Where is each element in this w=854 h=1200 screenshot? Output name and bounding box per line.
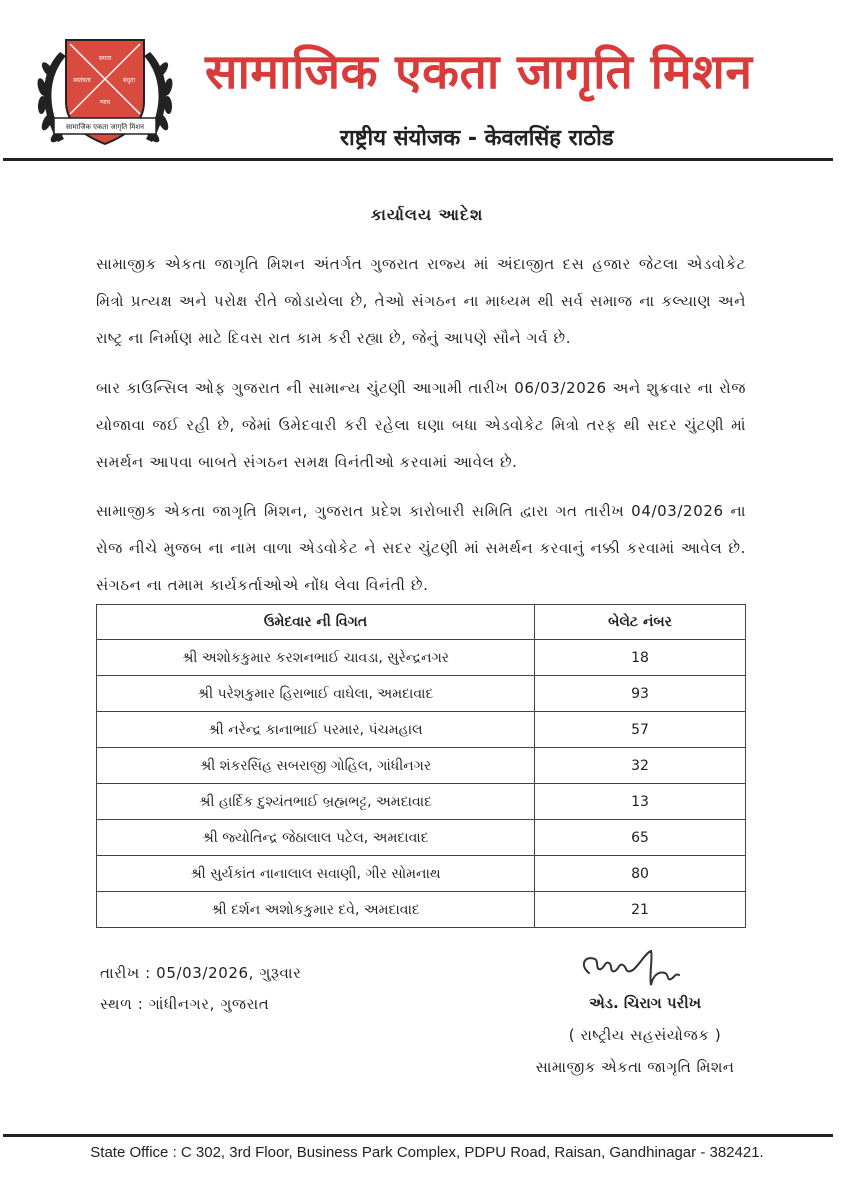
svg-text:न्याय: न्याय [99, 99, 111, 106]
paragraph-3: સામાજીક એકતા જાગૃતિ મિશન, ગુજરાત પ્રદેશ કારોબારી સમિતિ દ્વારા ગત તારીખ 04/03/2026 ના રોજ નીચે મુજબ ના નામ વાળા એડવોકેટ ને સદર ચુંટણી માં સમર્થન કરવાનું નક્કી કરવામાં આવેલ છે. સંગઠન ના તમામ કાર્યકર્તાઓએ નોંધ લેવા વિનંતી છે. [96, 502, 746, 594]
ballot-number: 32 [535, 748, 746, 784]
ballot-number: 93 [535, 676, 746, 712]
ballot-number: 57 [535, 712, 746, 748]
letterhead [0, 0, 854, 165]
organization-name: सामाजिक एकता जागृति मिशन [205, 44, 753, 100]
table-row [97, 820, 746, 856]
signatory-role: ( રાષ્ટ્રીય સહસંયોજક ) [568, 1026, 722, 1044]
column-header-candidate: ઉમેદવાર ની વિગત [97, 605, 535, 640]
ballot-number: 13 [535, 784, 746, 820]
candidate-name: શ્રી જ્યોતિન્દ્ર જેઠાલાલ પટેલ, અમદાવાદ [97, 820, 535, 856]
candidate-name: શ્રી સુર્યકાંત નાનાલાલ સવાણી, ગીર સોમનાથ [97, 856, 535, 892]
header-divider [3, 158, 833, 161]
ballot-number: 80 [535, 856, 746, 892]
table-row [97, 640, 746, 676]
paragraph-1: સામાજીક એકતા જાગૃતિ મિશન અંતર્ગત ગુજરાત રાજ્ય માં અંદાજીત દસ હજાર જેટલા એડવોકેટ મિત્રો પ્રત્યક્ષ અને પરોક્ષ રીતે જોડાયેલા છે, તેઓ સંગઠન ના માધ્યમ થી સર્વ સમાજ ના કલ્યાણ અને રાષ્ટ્ર ના નિર્માણ માટે દિવસ રાત કામ કરી રહ્યા છે, જેનું આપણે સૌને ગર્વ છે. [96, 255, 746, 347]
national-convener: राष्ट्रीय संयोजक - केवलसिंह राठोड [340, 126, 614, 151]
issue-place: સ્થળ : ગાંધીનગર, ગુજરાત [100, 995, 270, 1013]
candidate-name: શ્રી અશોકકુમાર કરશનભાઈ ચાવડા, સુરેન્દ્રનગર [97, 640, 535, 676]
candidate-name: શ્રી દર્શન અશોકકુમાર દવે, અમદાવાદ [97, 892, 535, 928]
issue-date: તારીખ : 05/03/2026, ગુરૂવાર [100, 964, 302, 982]
footer-divider [3, 1134, 833, 1137]
paragraph-2: બાર કાઉન્સિલ ઓફ ગુજરાત ની સામાન્ય ચુંટણી આગામી તારીખ 06/03/2026 અને શુક્રવાર ના રોજ યોજાવા જઈ રહી છે, જેમાં ઉમેદવારી કરી રહેલા ઘણા બધા એડવોકેટ મિત્રો તરફ થી સદર ચુંટણી માં સમર્થન આપવા બાબતે સંગઠન સમક્ષ વિનંતીઓ કરવામાં આવેલ છે. [96, 379, 746, 471]
table-row [97, 856, 746, 892]
table-row [97, 784, 746, 820]
svg-text:समता: समता [98, 55, 112, 62]
table-header-row [97, 605, 746, 640]
signatory-name: એડ. ચિરાગ પરીખ [588, 994, 702, 1012]
table-row [97, 892, 746, 928]
table-row [97, 712, 746, 748]
signatory-organization: સામાજીક એકતા જાગૃતિ મિશન [535, 1058, 735, 1076]
office-address: State Office : C 302, 3rd Floor, Business Park Complex, PDPU Road, Raisan, Gandhinagar - 382421. [90, 1144, 764, 1161]
ballot-number: 18 [535, 640, 746, 676]
column-header-ballot-number: બેલેટ નંબર [535, 605, 746, 640]
svg-text:बंधुता: बंधुता [122, 77, 136, 84]
svg-text:सामाजिक एकता जागृति मिशन: सामाजिक एकता जागृति मिशन [65, 123, 145, 131]
signature-image [575, 945, 695, 995]
table-row [97, 676, 746, 712]
ballot-number: 21 [535, 892, 746, 928]
candidate-name: શ્રી નરેન્દ્ર કાનાભાઈ પરમાર, પંચમહાલ [97, 712, 535, 748]
candidate-name: શ્રી હાર્દિક દુશ્યંતભાઈ બ્રહ્મભટ્ટ, અમદાવાદ [97, 784, 535, 820]
candidate-name: શ્રી શંકરસિંહ સબરાજી ગોહિલ, ગાંધીનગર [97, 748, 535, 784]
svg-text:स्वतंत्रता: स्वतंत्रता [73, 77, 91, 84]
table-row [97, 748, 746, 784]
ballot-number: 65 [535, 820, 746, 856]
document-title: કાર્યાલય આદેશ [370, 205, 484, 224]
candidate-name: શ્રી પરેશકુમાર હિરાભાઈ વાઘેલા, અમદાવાદ [97, 676, 535, 712]
organization-logo [30, 32, 180, 157]
candidates-table [96, 604, 746, 928]
